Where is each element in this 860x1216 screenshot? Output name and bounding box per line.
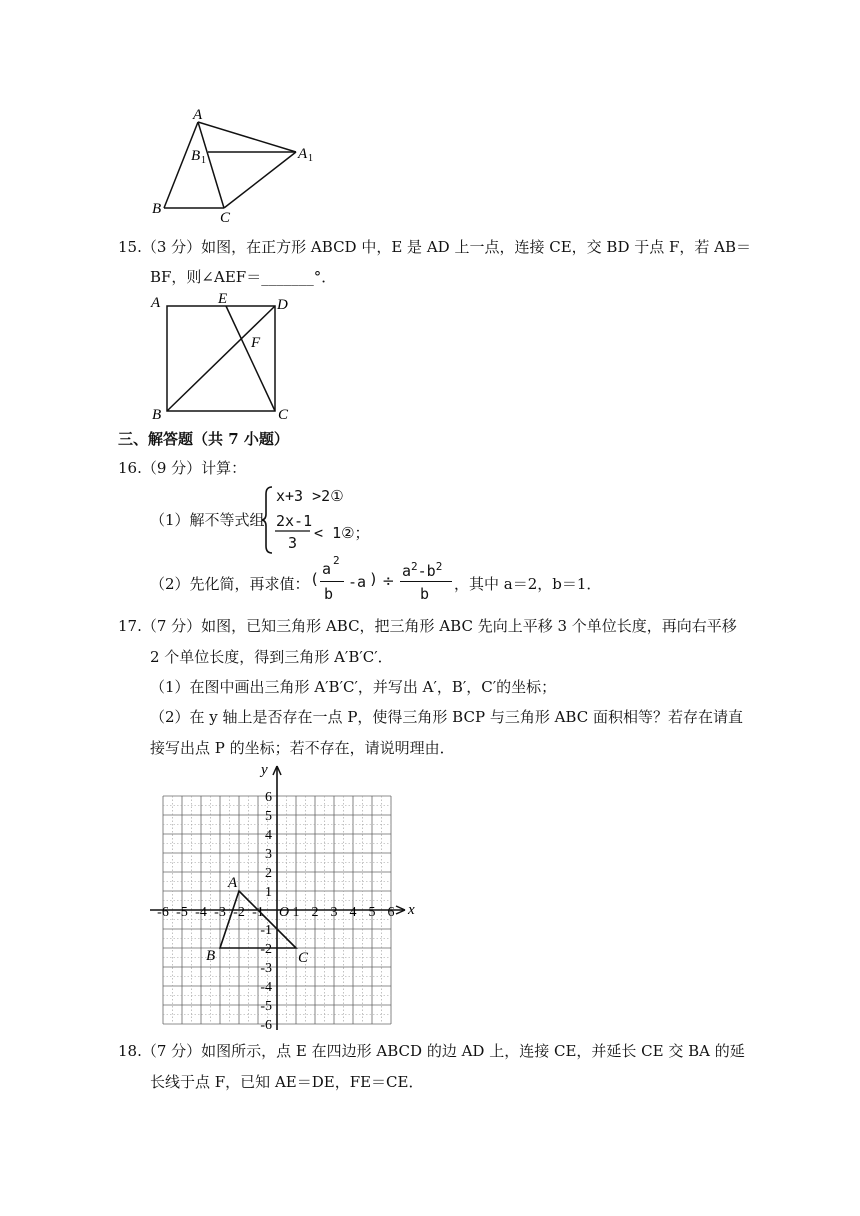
circle-2-tag: ②	[341, 524, 355, 542]
y-tick-label: -4	[260, 980, 272, 995]
y-tick-label: 3	[265, 847, 272, 862]
label-b1-sub: 1	[201, 155, 206, 166]
q17-part2-line2: 接写出点 P 的坐标；若不存在，请说明理由．	[150, 739, 455, 757]
x-tick-label: 5	[368, 905, 376, 920]
frac2-a: a	[402, 562, 412, 580]
frac2-exp2: 2	[435, 560, 443, 573]
circle-1-tag: ①	[330, 487, 344, 505]
minus-a: -a	[348, 573, 367, 591]
label-e: E	[218, 291, 228, 307]
label-c: C	[278, 407, 289, 423]
x-tick-label: -4	[195, 905, 207, 920]
left-brace	[262, 487, 272, 553]
label-b: B	[152, 201, 162, 217]
triangle-abc	[206, 875, 309, 966]
y-tick-label: 5	[265, 809, 272, 824]
q17-part2-line1: （2）在 y 轴上是否存在一点 P，使得三角形 BCP 与三角形 ABC 面积相等？若存在请直	[150, 708, 743, 726]
label-d: D	[277, 297, 288, 313]
label-a: A	[151, 295, 161, 311]
y-tick-label: -5	[260, 999, 272, 1014]
x-tick-label: 2	[311, 905, 319, 920]
frac2-numerator	[402, 560, 442, 580]
ineq1-rhs: 2	[321, 487, 331, 505]
x-tick-label: 1	[292, 905, 300, 920]
coordinate-grid	[140, 760, 420, 1035]
x-tick-label: -1	[252, 905, 264, 920]
y-tick-label: -3	[260, 961, 272, 976]
figure-q14	[140, 100, 330, 225]
label-a1-sub: 1	[308, 153, 313, 164]
left-paren: (	[310, 570, 320, 588]
ineq2-numerator: 2x-1	[276, 512, 313, 530]
q18-line1: 18.（7 分）如图所示，点 E 在四边形 ABCD 的边 AD 上，连接 CE，并延长 CE 交 BA 的延	[118, 1042, 745, 1060]
origin-label: O	[279, 905, 290, 920]
q17-line2: 2 个单位长度，得到三角形 A′B′C′．	[150, 648, 393, 666]
y-tick-label: -1	[260, 923, 272, 938]
q15-line1: 15.（3 分）如图，在正方形 ABCD 中，E 是 AD 上一点，连接 CE，交 BD 于点 F，若 AB＝	[118, 238, 752, 256]
semicolon: ；	[354, 524, 370, 542]
tick-labels	[157, 790, 394, 1033]
x-tick-label: 3	[330, 905, 338, 920]
y-tick-label: 6	[265, 790, 272, 805]
x-tick-label: -6	[157, 905, 169, 920]
x-tick-label: -3	[214, 905, 226, 920]
diagonal-bd	[167, 306, 275, 411]
less-than-sign: <	[314, 524, 324, 542]
section-heading: 三、解答题（共 7 小题）	[118, 430, 289, 448]
frac2-minus-b: -b	[417, 562, 436, 580]
frac1-exponent: 2	[333, 554, 340, 567]
q16-part2-end: ，其中 a＝2，b＝1．	[454, 575, 602, 593]
label-b1: B	[191, 148, 201, 164]
x-tick-label: -2	[233, 905, 245, 920]
segment-aa1	[198, 122, 296, 152]
q16-part2-label: （2）先化简，再求值：	[150, 575, 310, 593]
frac2-bar	[400, 581, 452, 582]
y-tick-label: -2	[260, 942, 272, 957]
frac1-bar	[320, 581, 344, 582]
label-c: C	[220, 210, 231, 225]
point-label-c: C	[298, 950, 309, 966]
x-axis-label: x	[408, 902, 415, 918]
right-paren: )	[369, 570, 379, 588]
label-f: F	[251, 335, 261, 351]
q17-line1: 17.（7 分）如图，已知三角形 ABC，把三角形 ABC 先向上平移 3 个单位长度，再向右平移	[118, 617, 737, 635]
label-a1: A	[298, 146, 308, 162]
figure-q15-square	[140, 290, 300, 425]
x-tick-label: 6	[387, 905, 395, 920]
inequality-2-rhs	[314, 522, 370, 543]
label-b: B	[152, 407, 162, 423]
q16-part1-label: （1）解不等式组	[150, 511, 265, 529]
q16-stem: 16.（9 分）计算：	[118, 459, 247, 477]
q15-line2: BF，则∠AEF＝_______°．	[150, 268, 337, 286]
segment-a1c	[224, 152, 296, 208]
ineq2-denominator: 3	[288, 534, 298, 552]
ineq2-rhs: 1	[332, 524, 342, 542]
division-sign: ÷	[382, 572, 395, 590]
inequality-1	[276, 487, 344, 505]
q17-part1: （1）在图中画出三角形 A′B′C′，并写出 A′，B′，C′的坐标；	[150, 678, 557, 696]
greater-than-sign: >	[312, 487, 322, 505]
x-tick-label: -5	[176, 905, 188, 920]
y-tick-label: 1	[265, 885, 272, 900]
frac2-exp1: 2	[411, 560, 418, 573]
q18-line2: 长线于点 F，已知 AE＝DE，FE＝CE．	[150, 1073, 424, 1091]
frac2-denominator: b	[420, 585, 430, 603]
point-label-b: B	[206, 948, 216, 964]
y-axis-label: y	[261, 762, 268, 778]
point-label-a: A	[228, 875, 238, 891]
segment-ce	[226, 306, 275, 411]
frac1-numerator: a	[322, 560, 332, 578]
segment-ab	[164, 122, 201, 208]
x-tick-label: 4	[349, 905, 357, 920]
ineq1-lhs: x+3	[276, 487, 304, 505]
y-tick-label: 2	[265, 866, 272, 881]
axes	[150, 762, 415, 1030]
label-a: A	[193, 107, 203, 123]
y-tick-label: 4	[265, 828, 272, 843]
y-tick-label: -6	[260, 1018, 272, 1033]
frac1-denominator: b	[324, 585, 334, 603]
